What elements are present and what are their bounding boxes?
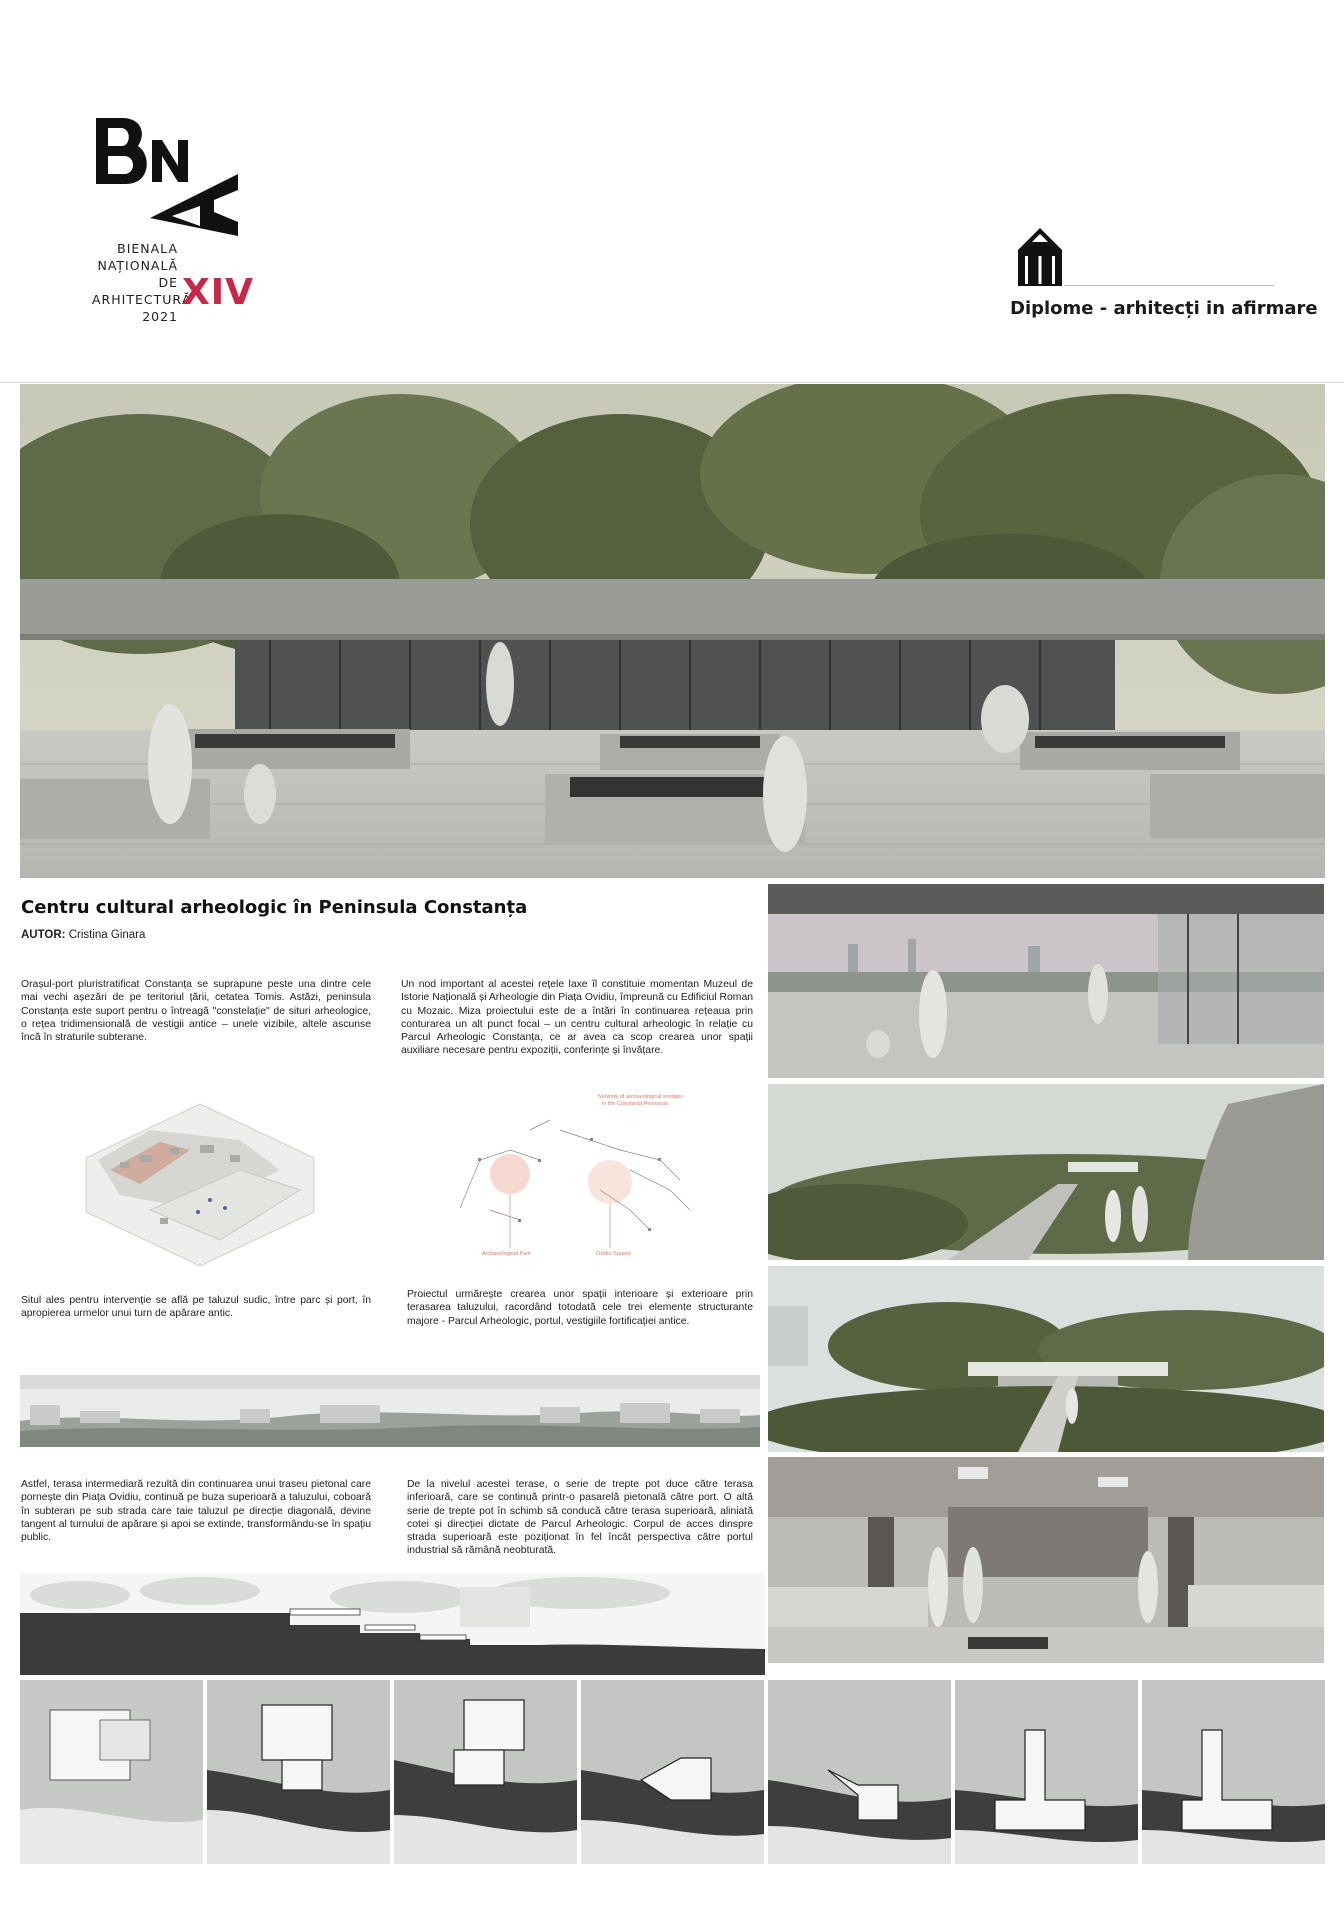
bna-logo xyxy=(92,116,292,356)
render-terrace-view xyxy=(768,884,1324,1078)
paragraph-intro: Orașul-port pluristratificat Constanța se suprapune peste una dintre cele mai vechi așezări de pe teritoriul țării, cetatea Tomis. Astăzi, peninsula Constanța este suport pentru o întreagă "constelație" de situri arheologice, o rețea tridimensională de vestigii antice – unele vizibile, altele ascunse încă în straturile subterane. xyxy=(21,979,371,1044)
paragraph-terracing: Proiectul urmărește crearea unor spații interioare și exterioare prin terasarea taluzului, racordând totodată cele trei elemente structurante majore - Parcul Arheologic, portul, vestigiile fortificației antice. xyxy=(407,1289,753,1327)
project-title: Centru cultural arheologic în Peninsula Constanța xyxy=(21,897,528,918)
logo-text-block xyxy=(92,240,192,325)
render-interior-exhibition xyxy=(768,1457,1324,1663)
paragraph-intermediate-terrace: Astfel, terasa intermediară rezultă din continuarea unui traseu pietonal care pornește din Piața Ovidiu, continuă pe buza superioară a taluzului, coboară în subteran pe sub strada care taie taluzul pe direcție diagonală, devine tangent al turnului de apărare și apoi se extinde, transformându-se în spațiu public. xyxy=(21,1479,371,1544)
label-archaeological-park: Archaeological Park xyxy=(482,1251,531,1257)
network-map-title-line-1: Network of archaeological vestiges xyxy=(598,1094,683,1100)
category-label: Diplome - arhitecți in afirmare xyxy=(1010,298,1318,319)
network-map-title-line-2: in the Constanta Peninsula xyxy=(602,1101,668,1107)
pencils-icon xyxy=(1016,226,1064,288)
site-panorama-image xyxy=(20,1375,760,1447)
logo-edition: XIV xyxy=(182,272,255,313)
logo-line-2: NAȚIONALĂ xyxy=(97,258,178,273)
author-name: Cristina Ginara xyxy=(68,929,146,941)
render-ramp-view xyxy=(768,1084,1324,1260)
logo-line-5: 2021 xyxy=(142,309,178,324)
hero-render-image xyxy=(20,384,1325,878)
label-ovidiu-square: Ovidiu Square xyxy=(596,1251,631,1257)
author-label: AUTOR: xyxy=(21,929,66,941)
paragraph-stairs: De la nivelul acestei terase, o serie de trepte pot duce către terasa inferioară, care se continuă printr-o pasarelă pietonală către port. O altă serie de trepte pot în schimb să conducă către terasa superioară, aliniată cotei și direcției dictate de Parcul Arheologic. Corpul de acces dinspre strada superioară este poziționat în fel încât perspectiva către portul industrial să rămână neobturată. xyxy=(407,1479,753,1557)
header-divider xyxy=(0,382,1344,383)
site-section-drawing xyxy=(20,1573,765,1675)
bna-logo-mark xyxy=(92,116,292,256)
render-upper-terrace-view xyxy=(768,1266,1324,1452)
logo-line-3: DE xyxy=(158,275,178,290)
paragraph-network: Un nod important al acestei rețele laxe îl constituie momentan Muzeul de Istorie Națională și Arheologie din Piața Ovidiu, împreună cu Edificiul Roman cu Mozaic. Miza proiectului este de a întări în continuarea rețeaua prin conturarea un alt punct focal – un centru cultural arheologic în relație cu Parcul Arheologic Constanța, ce ar avea ca scop crearea unor spații auxiliare necesare pentru expoziții, conferințe și învățare. xyxy=(401,979,753,1057)
site-axonometric-image xyxy=(80,1100,320,1270)
paragraph-site: Situl ales pentru intervenție se află pe taluzul sudic, între parc și port, în apropierea urmelor unui turn de apărare antic. xyxy=(21,1295,371,1320)
logo-line-4: ARHITECTURĂ xyxy=(92,292,192,307)
logo-line-1: BIENALA xyxy=(117,241,178,256)
network-map-diagram xyxy=(430,1090,730,1270)
floor-plans-strip xyxy=(20,1680,1325,1864)
category-header xyxy=(1010,226,1318,326)
project-author xyxy=(21,929,145,941)
category-rule xyxy=(1064,285,1274,286)
